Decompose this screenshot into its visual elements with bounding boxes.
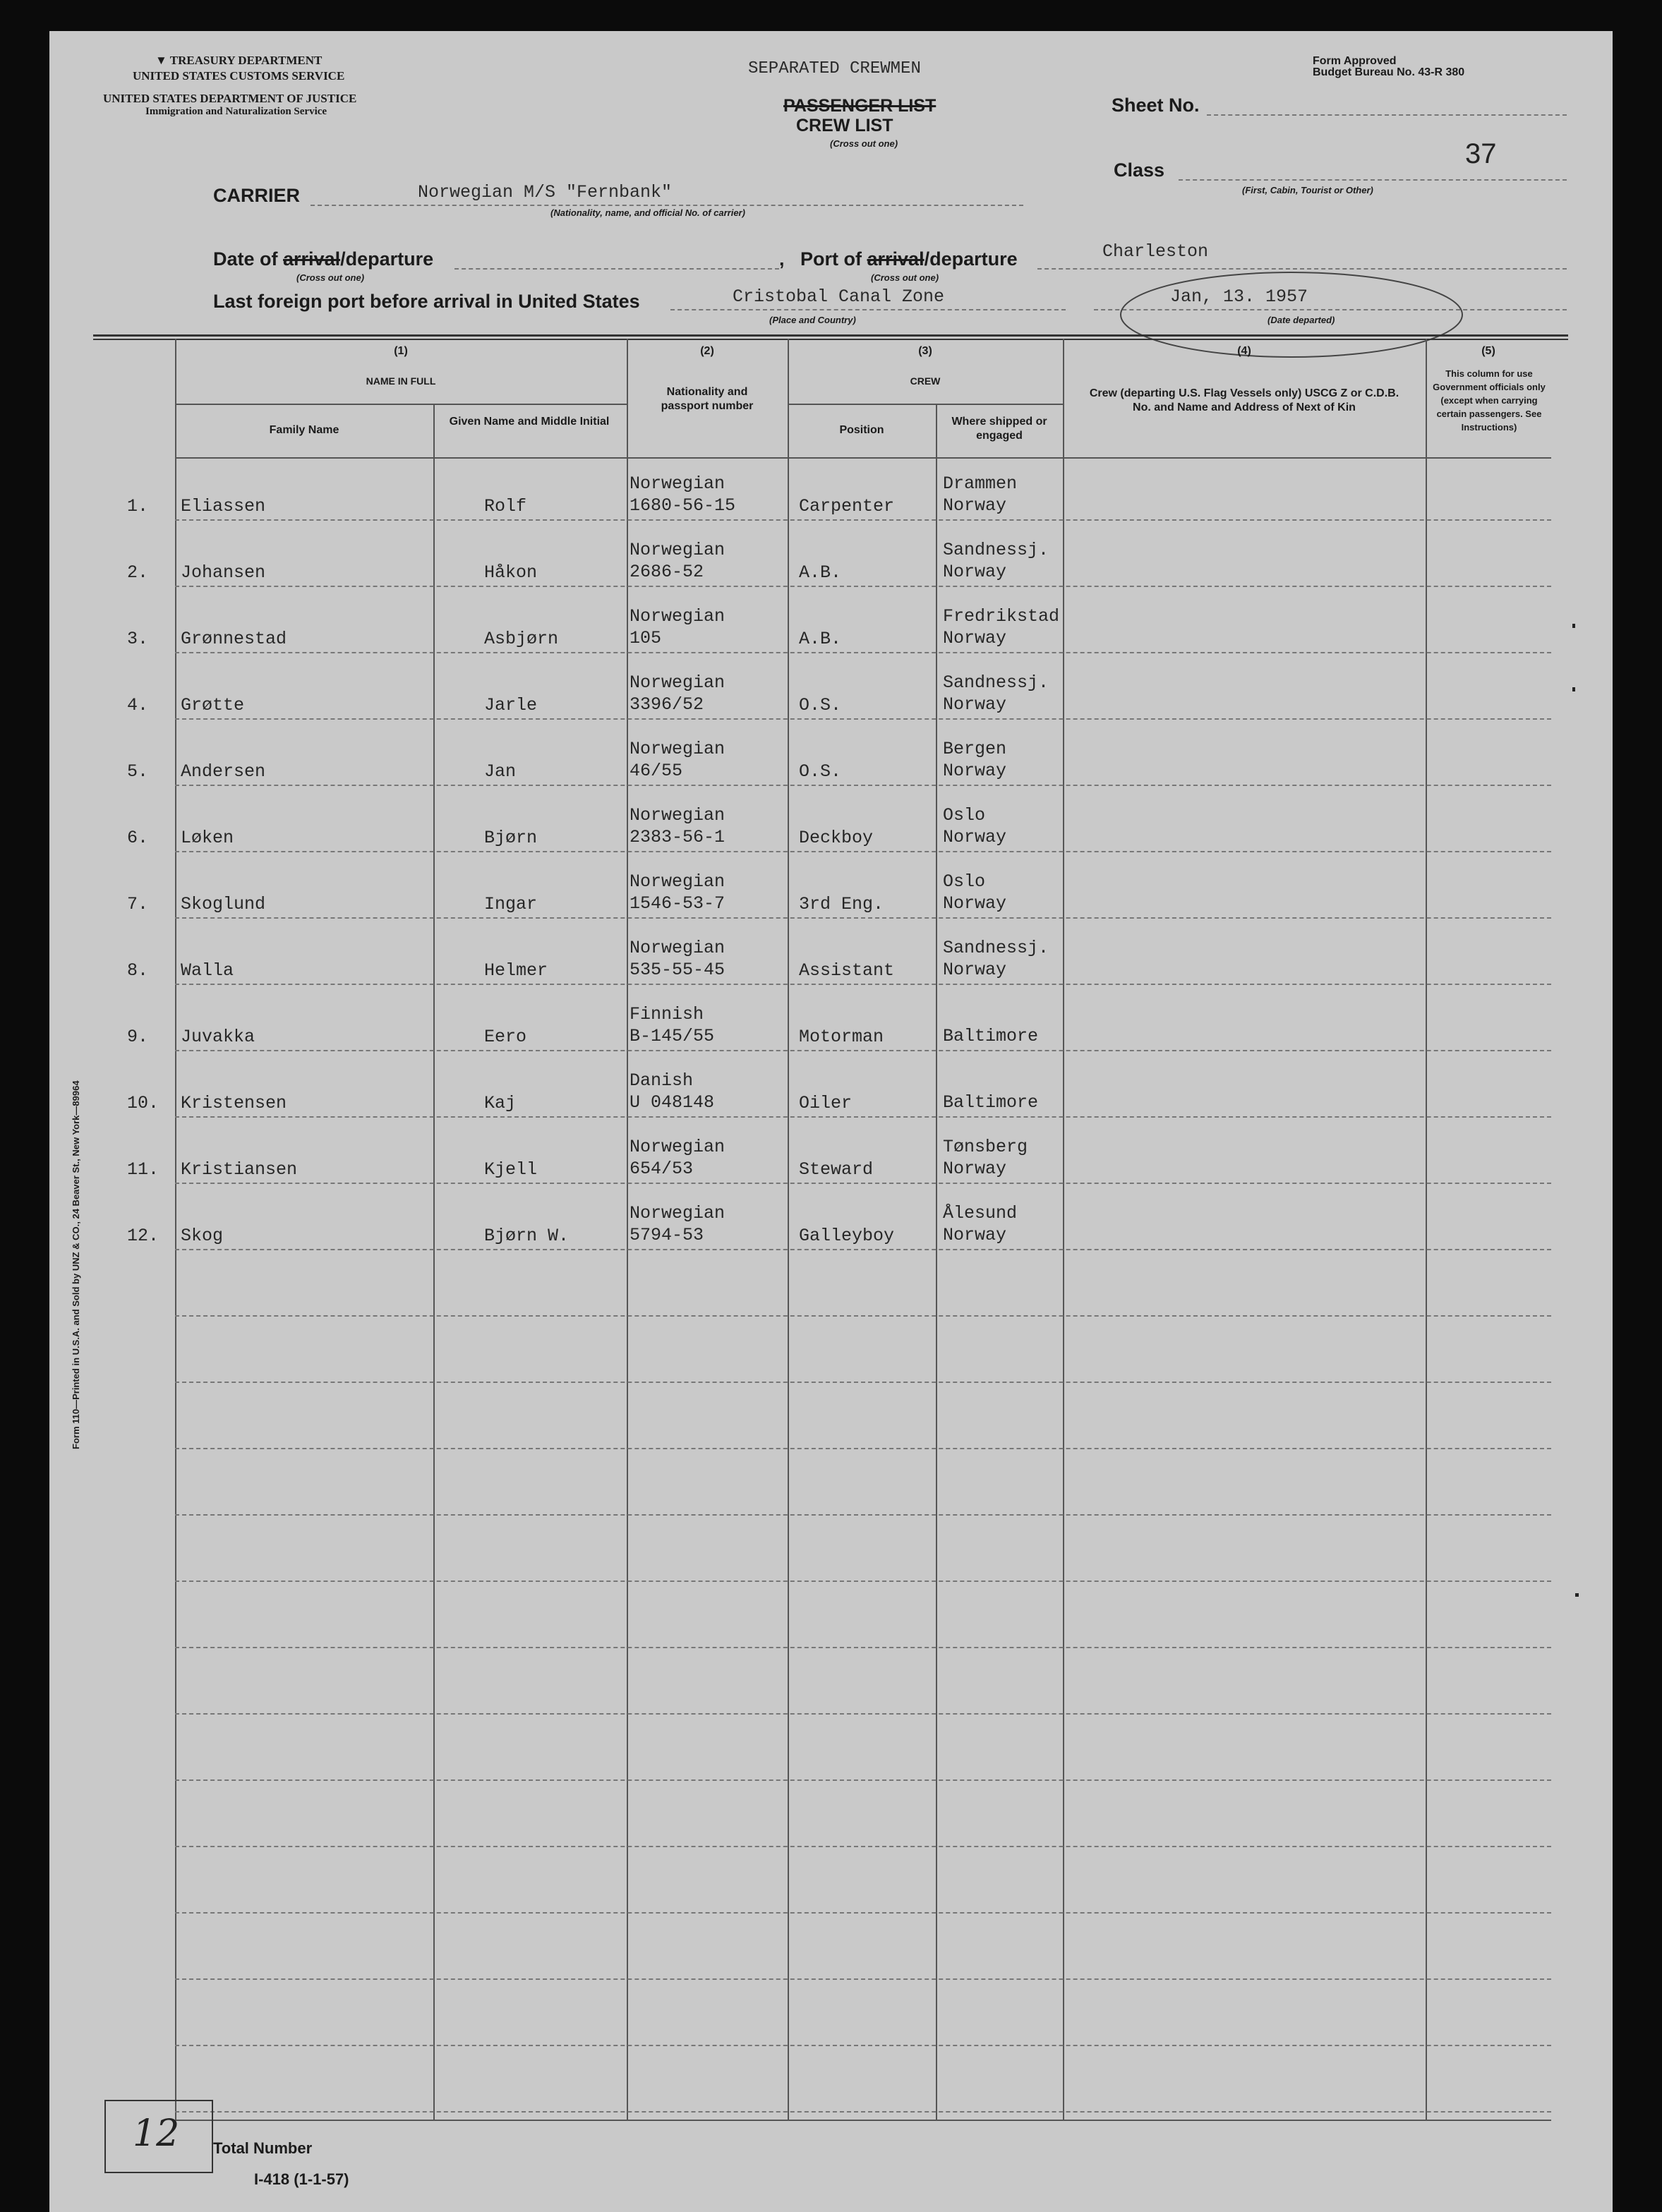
passport-number: 105 [630,628,662,648]
row-number: 1. [127,496,149,516]
last-port-label: Last foreign port before arrival in United States [213,291,640,312]
row-number: 6. [127,828,149,848]
family-name: Eliassen [181,496,266,516]
row-ruling [175,586,1551,587]
customs-service: UNITED STATES CUSTOMS SERVICE [133,69,345,83]
date-hint: (Cross out one) [296,272,365,283]
department-of-justice: UNITED STATES DEPARTMENT OF JUSTICE [103,92,357,105]
given-name: Asbjørn [484,629,559,649]
given-name: Kjell [484,1159,538,1180]
position: 3rd Eng. [799,894,884,914]
total-number-box [104,2100,213,2173]
nationality: Norwegian [630,540,725,560]
row-ruling [175,1647,1551,1648]
row-ruling [175,851,1551,852]
passport-number: 1546-53-7 [630,893,725,914]
form-title-typed: SEPARATED CREWMEN [748,59,921,78]
total-number-label: Total Number [213,2139,313,2157]
row-ruling [175,1514,1551,1516]
where-shipped-line1: Ålesund [943,1203,1018,1223]
position: A.B. [799,629,842,649]
row-ruling [175,652,1551,653]
passport-number: B-145/55 [630,1026,715,1046]
row-ruling [175,984,1551,985]
given-name: Jan [484,761,517,782]
row-ruling [175,2045,1551,2046]
nationality: Norwegian [630,1203,725,1223]
family-name: Walla [181,960,234,981]
given-name: Jarle [484,695,538,715]
family-name: Grønnestad [181,629,287,649]
class-hint: (First, Cabin, Tourist or Other) [1242,185,1373,195]
family-name: Johansen [181,562,266,583]
row-ruling [175,1978,1551,1980]
family-name: Juvakka [181,1027,255,1047]
sheet-no-label: Sheet No. [1112,95,1200,116]
where-shipped-line2: Norway [943,1225,1007,1245]
position: Deckboy [799,828,874,848]
date-departed-hint: (Date departed) [1267,315,1335,325]
where-shipped-line2: Norway [943,827,1007,847]
given-name: Bjørn [484,828,538,848]
nationality: Norwegian [630,938,725,958]
date-of-departure-label: Date of arrival/departure [213,248,434,270]
passport-number: U 048148 [630,1092,715,1113]
row-number: 12. [127,1226,159,1246]
passport-number: 1680-56-15 [630,495,736,516]
col3-where-shipped: Where shipped or engaged [951,416,1047,442]
col1-family-name: Family Name [269,424,339,436]
port-of-departure-label: Port of arrival/departure [800,248,1018,270]
given-name: Eero [484,1027,527,1047]
row-ruling [175,1116,1551,1118]
position: Motorman [799,1027,884,1047]
where-shipped-line1: Oslo [943,871,986,892]
row-number: 5. [127,761,149,782]
where-shipped-line1: Tønsberg [943,1137,1028,1157]
col1-title: NAME IN FULL [366,375,436,387]
where-shipped-line1: Sandnessj. [943,540,1049,560]
col3-position: Position [839,424,884,436]
treasury-department: ▼ TREASURY DEPARTMENT [155,54,323,67]
family-name: Skoglund [181,894,266,914]
where-shipped-line1: Sandnessj. [943,672,1049,693]
nationality: Norwegian [630,473,725,494]
where-shipped-line2: Norway [943,495,1007,516]
position: O.S. [799,761,842,782]
row-ruling [175,2111,1551,2113]
row-ruling [175,1581,1551,1582]
given-name: Håkon [484,562,538,583]
nationality: Danish [630,1070,694,1091]
row-number: 8. [127,960,149,981]
position: A.B. [799,562,842,583]
position: Steward [799,1159,874,1180]
family-name: Kristiansen [181,1159,298,1180]
family-name: Skog [181,1226,224,1246]
given-name: Kaj [484,1093,517,1113]
where-shipped-line2: Norway [943,562,1007,582]
position: Assistant [799,960,895,981]
budget-bureau: Budget Bureau No. 43-R 380 [1313,66,1465,78]
scan-mark [1575,1593,1579,1597]
col2-number: (2) [700,345,714,357]
row-number: 9. [127,1027,149,1047]
cross-out-one-hint: (Cross out one) [830,138,898,149]
form-approved: Form Approved [1313,55,1397,67]
where-shipped-line1: Oslo [943,805,986,826]
row-ruling [175,519,1551,521]
nationality: Finnish [630,1004,704,1025]
where-shipped-line1: Bergen [943,739,1007,759]
port-value: Charleston [1102,241,1209,262]
last-port-hint: (Place and Country) [769,315,856,325]
where-shipped-line2: Norway [943,694,1007,715]
document-sheet [49,31,1613,2212]
form-code: I-418 (1-1-57) [254,2170,349,2188]
row-number: 10. [127,1093,159,1113]
class-label: Class [1114,159,1165,181]
where-shipped-line2: Baltimore [943,1026,1039,1046]
nationality: Norwegian [630,1137,725,1157]
passport-number: 5794-53 [630,1225,704,1245]
carrier-label: CARRIER [213,185,301,206]
passport-number: 654/53 [630,1159,694,1179]
col3-number: (3) [918,345,932,357]
where-shipped-line2: Norway [943,761,1007,781]
col4-title: Crew (departing U.S. Flag Vessels only) USCG Z or C.D.B. No. and Name and Address of Next of Kin [1089,387,1399,413]
port-hint: (Cross out one) [871,272,939,283]
where-shipped-line1: Drammen [943,473,1018,494]
row-number: 4. [127,695,149,715]
family-name: Kristensen [181,1093,287,1113]
where-shipped-line1: Sandnessj. [943,938,1049,958]
row-ruling [175,1249,1551,1250]
position: Carpenter [799,496,895,516]
passport-number: 46/55 [630,761,683,781]
passport-number: 3396/52 [630,694,704,715]
row-number: 11. [127,1159,159,1180]
col4-number: (4) [1237,345,1251,357]
row-ruling [175,1448,1551,1449]
where-shipped-line2: Norway [943,628,1007,648]
row-ruling [175,1382,1551,1383]
where-shipped-line2: Norway [943,1159,1007,1179]
col1-given-name: Given Name and Middle Initial [449,416,610,428]
row-ruling [175,785,1551,786]
nationality: Norwegian [630,871,725,892]
ins-service: Immigration and Naturalization Service [145,106,327,117]
col3-title: CREW [910,375,941,387]
col5-title: This column for use Government officials only (except when carrying certain passengers. See Instructions) [1433,368,1546,433]
crew-list: CREW LIST [796,116,893,135]
col1-number: (1) [394,345,408,357]
given-name: Helmer [484,960,548,981]
family-name: Andersen [181,761,266,782]
nationality: Norwegian [630,805,725,826]
side-print: Form 110—Printed in U.S.A. and Sold by UNZ & CO., 24 Beaver St., New York—89964 [71,1080,81,1449]
row-ruling [175,1050,1551,1051]
row-ruling [175,1846,1551,1847]
row-ruling [175,1779,1551,1781]
nationality: Norwegian [630,739,725,759]
scan-mark [1572,687,1575,691]
total-number-value: 12 [133,2113,180,2155]
row-ruling [175,1315,1551,1317]
where-shipped-line1: Fredrikstad [943,606,1060,627]
last-port-value: Cristobal Canal Zone [733,286,945,307]
date-departed-value: Jan, 13. 1957 [1170,286,1308,307]
nationality: Norwegian [630,606,725,627]
row-number: 3. [127,629,149,649]
row-ruling [175,718,1551,720]
given-name: Rolf [484,496,527,516]
passport-number: 2686-52 [630,562,704,582]
family-name: Løken [181,828,234,848]
date-comma: , [779,248,785,270]
row-ruling [175,1912,1551,1914]
where-shipped-line2: Baltimore [943,1092,1039,1113]
scan-mark [1572,624,1575,628]
where-shipped-line2: Norway [943,960,1007,980]
row-ruling [175,917,1551,919]
col2-title: Nationality and passport number [661,386,754,412]
row-number: 2. [127,562,149,583]
given-name: Ingar [484,894,538,914]
family-name: Grøtte [181,695,245,715]
nationality: Norwegian [630,672,725,693]
passport-number: 2383-56-1 [630,827,725,847]
carrier-hint: (Nationality, name, and official No. of carrier) [550,207,745,218]
position: O.S. [799,695,842,715]
given-name: Bjørn W. [484,1226,570,1246]
row-ruling [175,1183,1551,1184]
position: Oiler [799,1093,853,1113]
row-ruling [175,1713,1551,1715]
sheet-no-value: 37 [1465,138,1497,169]
passenger-list-struck: PASSENGER LIST [783,96,937,116]
passport-number: 535-55-45 [630,960,725,980]
row-number: 7. [127,894,149,914]
col5-number: (5) [1481,345,1495,357]
carrier-value: Norwegian M/S "Fernbank" [418,182,673,203]
position: Galleyboy [799,1226,895,1246]
where-shipped-line2: Norway [943,893,1007,914]
